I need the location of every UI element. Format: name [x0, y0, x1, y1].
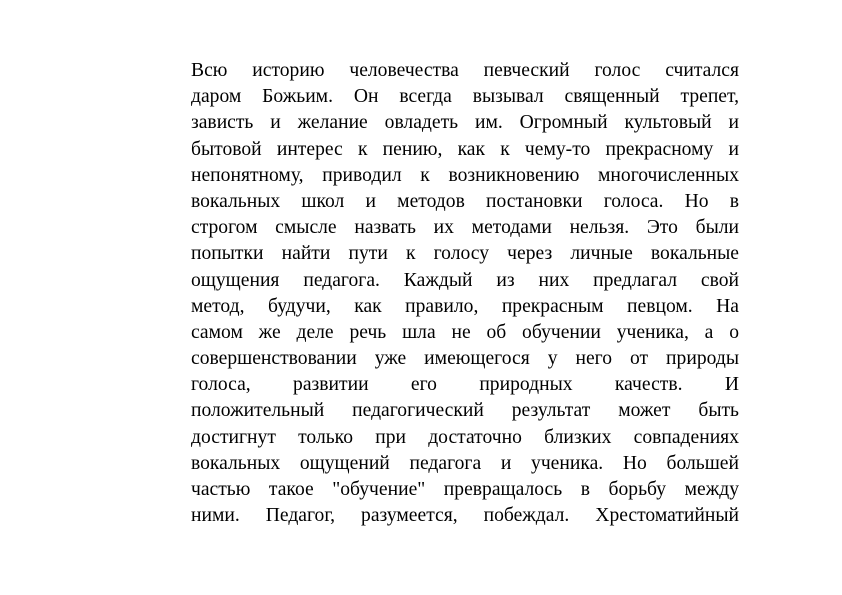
paragraph-line: достигнут только при достаточно близких совпадениях [191, 426, 739, 448]
paragraph-line: зависть и желание овладеть им. Огромный культовый и [191, 112, 739, 134]
paragraph-line: голоса, развитии его природных качеств. И [191, 374, 739, 396]
paragraph-line: метод, будучи, как правило, прекрасным певцом. На [191, 295, 739, 317]
body-paragraph [191, 58, 739, 529]
paragraph-line: Всю историю человечества певческий голос считался [191, 60, 739, 81]
paragraph-line: вокальных школ и методов постановки голоса. Но в [191, 190, 739, 212]
paragraph-line: даром Божьим. Он всегда вызывал священный трепет, [191, 86, 739, 108]
paragraph-line: совершенствовании уже имеющегося у него от природы [191, 348, 739, 370]
paragraph-line: строгом смысле назвать их методами нельзя. Это были [191, 217, 739, 239]
paragraph-line: ними. Педагог, разумеется, побеждал. Хрестоматийный [191, 505, 739, 527]
paragraph-line: вокальных ощущений педагога и ученика. Но большей [191, 452, 739, 474]
paragraph-line: положительный педагогический результат может быть [191, 400, 739, 422]
paragraph-line: частью такое "обучение" превращалось в борьбу между [191, 479, 739, 500]
paragraph-line: бытовой интерес к пению, как к чему-то прекрасному и [191, 138, 739, 160]
paragraph-line: непонятному, приводил к возникновению многочисленных [191, 164, 739, 186]
paragraph-line: самом же деле речь шла не об обучении ученика, а о [191, 321, 739, 343]
paragraph-line: ощущения педагога. Каждый из них предлагал свой [191, 269, 739, 291]
paragraph-line: попытки найти пути к голосу через личные вокальные [191, 243, 739, 265]
